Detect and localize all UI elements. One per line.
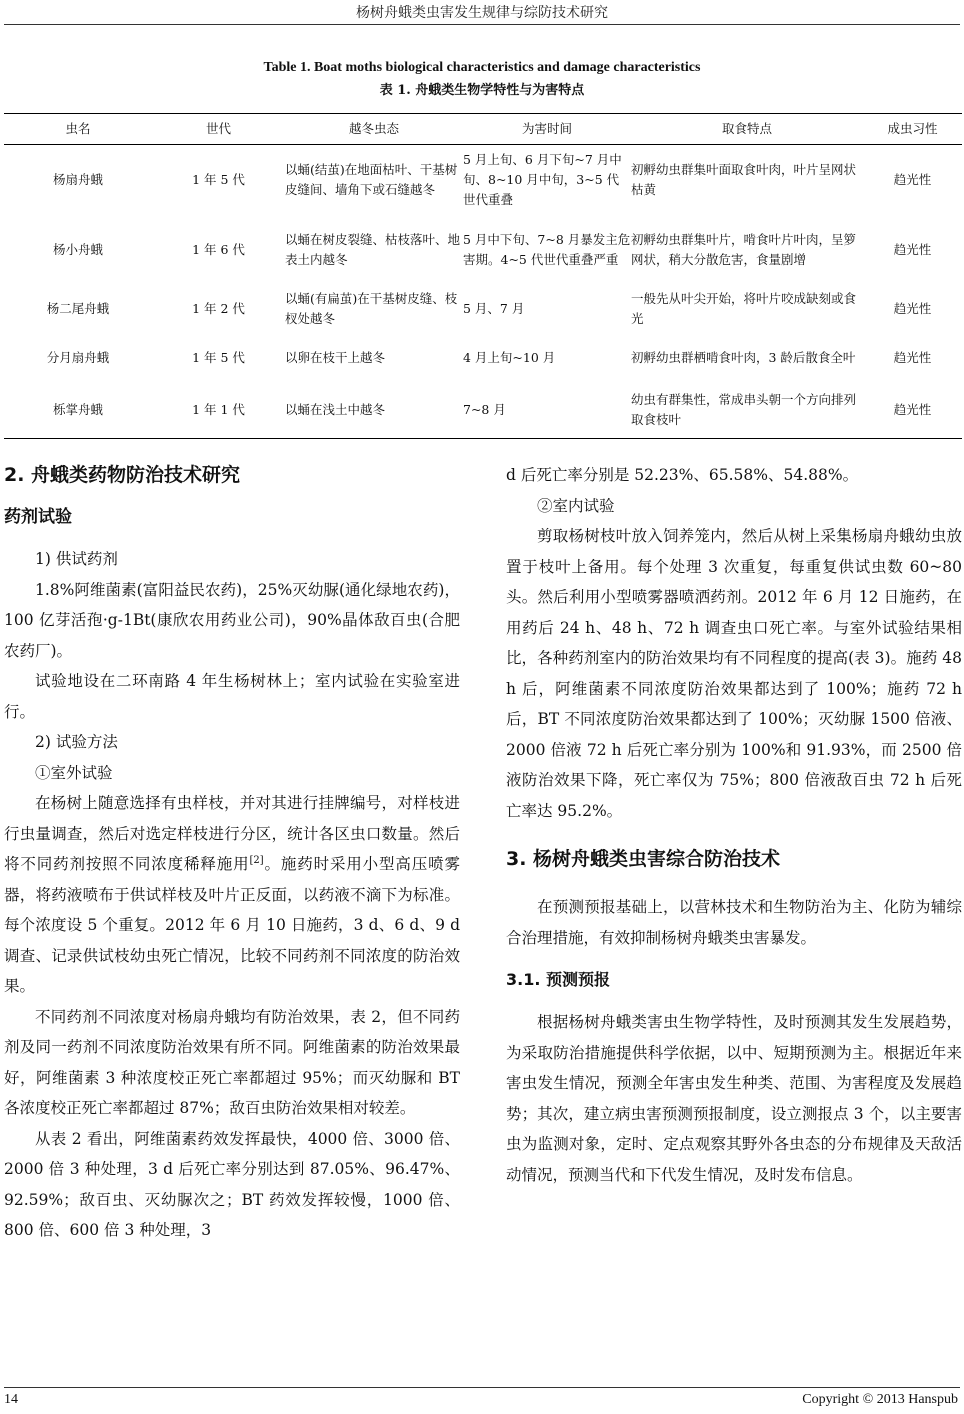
table-cell: 分月扇舟蛾 bbox=[46, 349, 110, 365]
table-cell: 1 年 2 代 bbox=[192, 300, 245, 316]
paragraph-text: 在杨树上随意选择有虫样枝，并对其进行挂牌编号，对样枝进行虫量调查，然后对选定样枝进行分区，统计各区虫口数量。然后将不同药剂按照不同浓度稀释施用 bbox=[4, 794, 460, 873]
table-cell: 1 年 5 代 bbox=[192, 171, 245, 187]
section-3-1-title: 3.1. 预测预报 bbox=[506, 970, 610, 989]
table-cell: 1 年 5 代 bbox=[192, 349, 245, 365]
table-caption-chinese: 表 1. 舟蛾类生物学特性与为害特点 bbox=[379, 83, 585, 98]
table-cell: 杨扇舟蛾 bbox=[52, 171, 103, 187]
paragraph: ②室内试验 bbox=[537, 496, 615, 515]
table-cell: 杨小舟蛾 bbox=[52, 241, 103, 257]
table-cell: 趋光性 bbox=[893, 349, 932, 365]
left-column bbox=[4, 460, 460, 1246]
section-3-title: 3. 杨树舟蛾类虫害综合防治技术 bbox=[506, 848, 781, 870]
table-cell: 7~8 月 bbox=[463, 383, 631, 439]
table-cell: 以卵在枝干上越冬 bbox=[285, 349, 386, 365]
paragraph: 2) 试验方法 bbox=[35, 733, 118, 751]
paragraph: 根据杨树舟蛾类害虫生物学特性，及时预测其发生发展趋势，为采取防治措施提供科学依据，以中、短期预测为主。根据近年来害虫发生情况，预测全年害虫发生种类、范围、为害程度及发展趋势；其次，建立病虫害预测预报制度，设立测报点 3 个，以主要害虫为监测对象，定时、定点观察其野外各虫态的分布规律及天敌活动情况，预测当代和下代发生情况，及时发布信息。 bbox=[506, 1013, 962, 1184]
table-cell: 5 月上旬、6 月下旬~7 月中旬、8~10 月中旬，3~5 代世代重叠 bbox=[463, 151, 622, 207]
table-cell: 趋光性 bbox=[863, 383, 962, 439]
col-header-generation: 世代 bbox=[152, 114, 285, 145]
citation-ref: [2] bbox=[249, 854, 264, 866]
page-number: 14 bbox=[4, 1392, 18, 1407]
table-cell: 初孵幼虫群栖啃食叶肉，3 龄后散食全叶 bbox=[631, 349, 856, 365]
table-cell: 1 年 6 代 bbox=[192, 241, 245, 257]
table-cell: 以蛹(结茧)在地面枯叶、干基树皮缝间、墙角下或石缝越冬 bbox=[285, 161, 458, 197]
col-header-damage-time: 为害时间 bbox=[463, 114, 631, 145]
table-cell: 初孵幼虫群集叶面取食叶肉，叶片呈网状枯黄 bbox=[631, 161, 857, 197]
section-2-title: 2. 舟蛾类药物防治技术研究 bbox=[4, 464, 241, 486]
table-row bbox=[4, 285, 962, 333]
table-cell: 趋光性 bbox=[893, 300, 932, 316]
footer-rule bbox=[4, 1387, 960, 1388]
header-rule bbox=[4, 24, 960, 25]
table-row bbox=[4, 145, 962, 215]
paragraph-text: 。施药时采用小型高压喷雾器，将药液喷布于供试样枝及叶片正反面，以药液不滴下为标准。每个浓度设 5 个重复。2012 年 6 月 10 日施药，3 d、6 d、9 d 调查、记录供试枝幼虫死亡情况，比较不同药剂不同浓度的防治效果。 bbox=[4, 855, 460, 995]
table-cell: 以蛹在浅土中越冬 bbox=[285, 383, 463, 439]
col-header-overwintering: 越冬虫态 bbox=[285, 114, 463, 145]
table-cell: 以蛹在树皮裂缝、枯枝落叶、地表土内越冬 bbox=[285, 231, 461, 267]
copyright-notice: Copyright © 2013 Hanspub bbox=[802, 1392, 958, 1407]
table-cell: 幼虫有群集性，常成串头朝一个方向排列取食枝叶 bbox=[631, 383, 863, 439]
table-caption-english: Table 1. Boat moths biological characteristics and damage characteristics bbox=[263, 60, 701, 75]
paragraph: 不同药剂不同浓度对杨扇舟蛾均有防治效果，表 2，但不同药剂及同一药剂不同浓度防治效果有所不同。阿维菌素的防治效果最好，阿维菌素 3 种浓度校正死亡率都超过 95%；而灭幼脲和 BT 各浓度校正死亡率都超过 87%；敌百虫防治效果相对较差。 bbox=[4, 1007, 460, 1117]
table-row bbox=[4, 383, 962, 439]
table-row bbox=[4, 333, 962, 383]
paragraph: 1.8%阿维菌素(富阳益民农药)，25%灭幼脲(通化绿地农药)，100 亿芽活孢·g-1Bt(康欣农用药业公司)，90%晶体敌百虫(合肥农药厂)。 bbox=[4, 580, 460, 660]
col-header-name: 虫名 bbox=[4, 114, 152, 145]
table-cell: 栎掌舟蛾 bbox=[4, 383, 152, 439]
table-header-row bbox=[4, 114, 962, 145]
paragraph: 在预测预报基础上，以营林技术和生物防治为主、化防为辅综合治理措施，有效抑制杨树舟蛾类虫害暴发。 bbox=[506, 898, 962, 947]
col-header-feeding: 取食特点 bbox=[631, 114, 863, 145]
right-column bbox=[506, 460, 962, 1190]
paragraph: ①室外试验 bbox=[35, 763, 113, 782]
paragraph bbox=[4, 788, 460, 1002]
table-cell: 杨二尾舟蛾 bbox=[46, 300, 110, 316]
table-cell: 初孵幼虫群集叶片，啃食叶片叶肉，呈箩网状，稍大分散危害，食量剧增 bbox=[631, 231, 857, 267]
subsection-title: 药剂试验 bbox=[4, 507, 72, 527]
table-cell: 趋光性 bbox=[893, 171, 932, 187]
table-cell: 一般先从叶尖开始，将叶片咬成缺刻或食光 bbox=[631, 290, 857, 326]
table-cell: 5 月中下旬、7~8 月暴发主危害期。4~5 代世代重叠严重 bbox=[463, 231, 631, 267]
paragraph: 从表 2 看出，阿维菌素药效发挥最快，4000 倍、3000 倍、2000 倍 3 种处理，3 d 后死亡率分别达到 87.05%、96.47%、92.59%；敌百虫、灭幼脲次之；BT 药效发挥较慢，1000 倍、800 倍、600 倍 3 种处理，3 bbox=[4, 1129, 460, 1239]
paragraph: 1) 供试药剂 bbox=[35, 550, 118, 568]
table-cell: 1 年 1 代 bbox=[152, 383, 285, 439]
table-cell: 4 月上旬~10 月 bbox=[463, 349, 556, 365]
col-header-adult-habit: 成虫习性 bbox=[863, 114, 962, 145]
paragraph: d 后死亡率分别是 52.23%、65.58%、54.88%。 bbox=[506, 466, 859, 484]
paragraph: 试验地设在二环南路 4 年生杨树林上；室内试验在实验室进行。 bbox=[4, 672, 460, 721]
table-cell: 趋光性 bbox=[893, 241, 932, 257]
table-row bbox=[4, 215, 962, 285]
paragraph: 剪取杨树枝叶放入饲养笼内，然后从树上采集杨扇舟蛾幼虫放置于枝叶上备用。每个处理 3 次重复，每重复供试虫数 60~80 头。然后利用小型喷雾器喷洒药剂。2012 年 6 月 12 日施药，在用药后 24 h、48 h、72 h 调查虫口死亡率。与室外试验结果相比，各种药剂室内的防治效果均有不同程度的提高(表 3)。施药 48 h 后，阿维菌素不同浓度防治效果都达到了 100%；施药 72 h 后，BT 不同浓度防治效果都达到了 100%；灭幼脲 1500 倍液、2000 倍液 72 h 后死亡率分别为 100%和 91.93%，而 2500 倍液防治效果下降，死亡率仅为 75%；800 倍液敌百虫 72 h 后死亡率达 95.2%。 bbox=[506, 527, 962, 820]
moth-characteristics-table bbox=[4, 113, 962, 439]
table-cell: 5 月、7 月 bbox=[463, 300, 525, 316]
table-cell: 以蛹(有扁茧)在干基树皮缝、枝杈处越冬 bbox=[285, 290, 458, 326]
running-header: 杨树舟蛾类虫害发生规律与综防技术研究 bbox=[356, 5, 608, 21]
